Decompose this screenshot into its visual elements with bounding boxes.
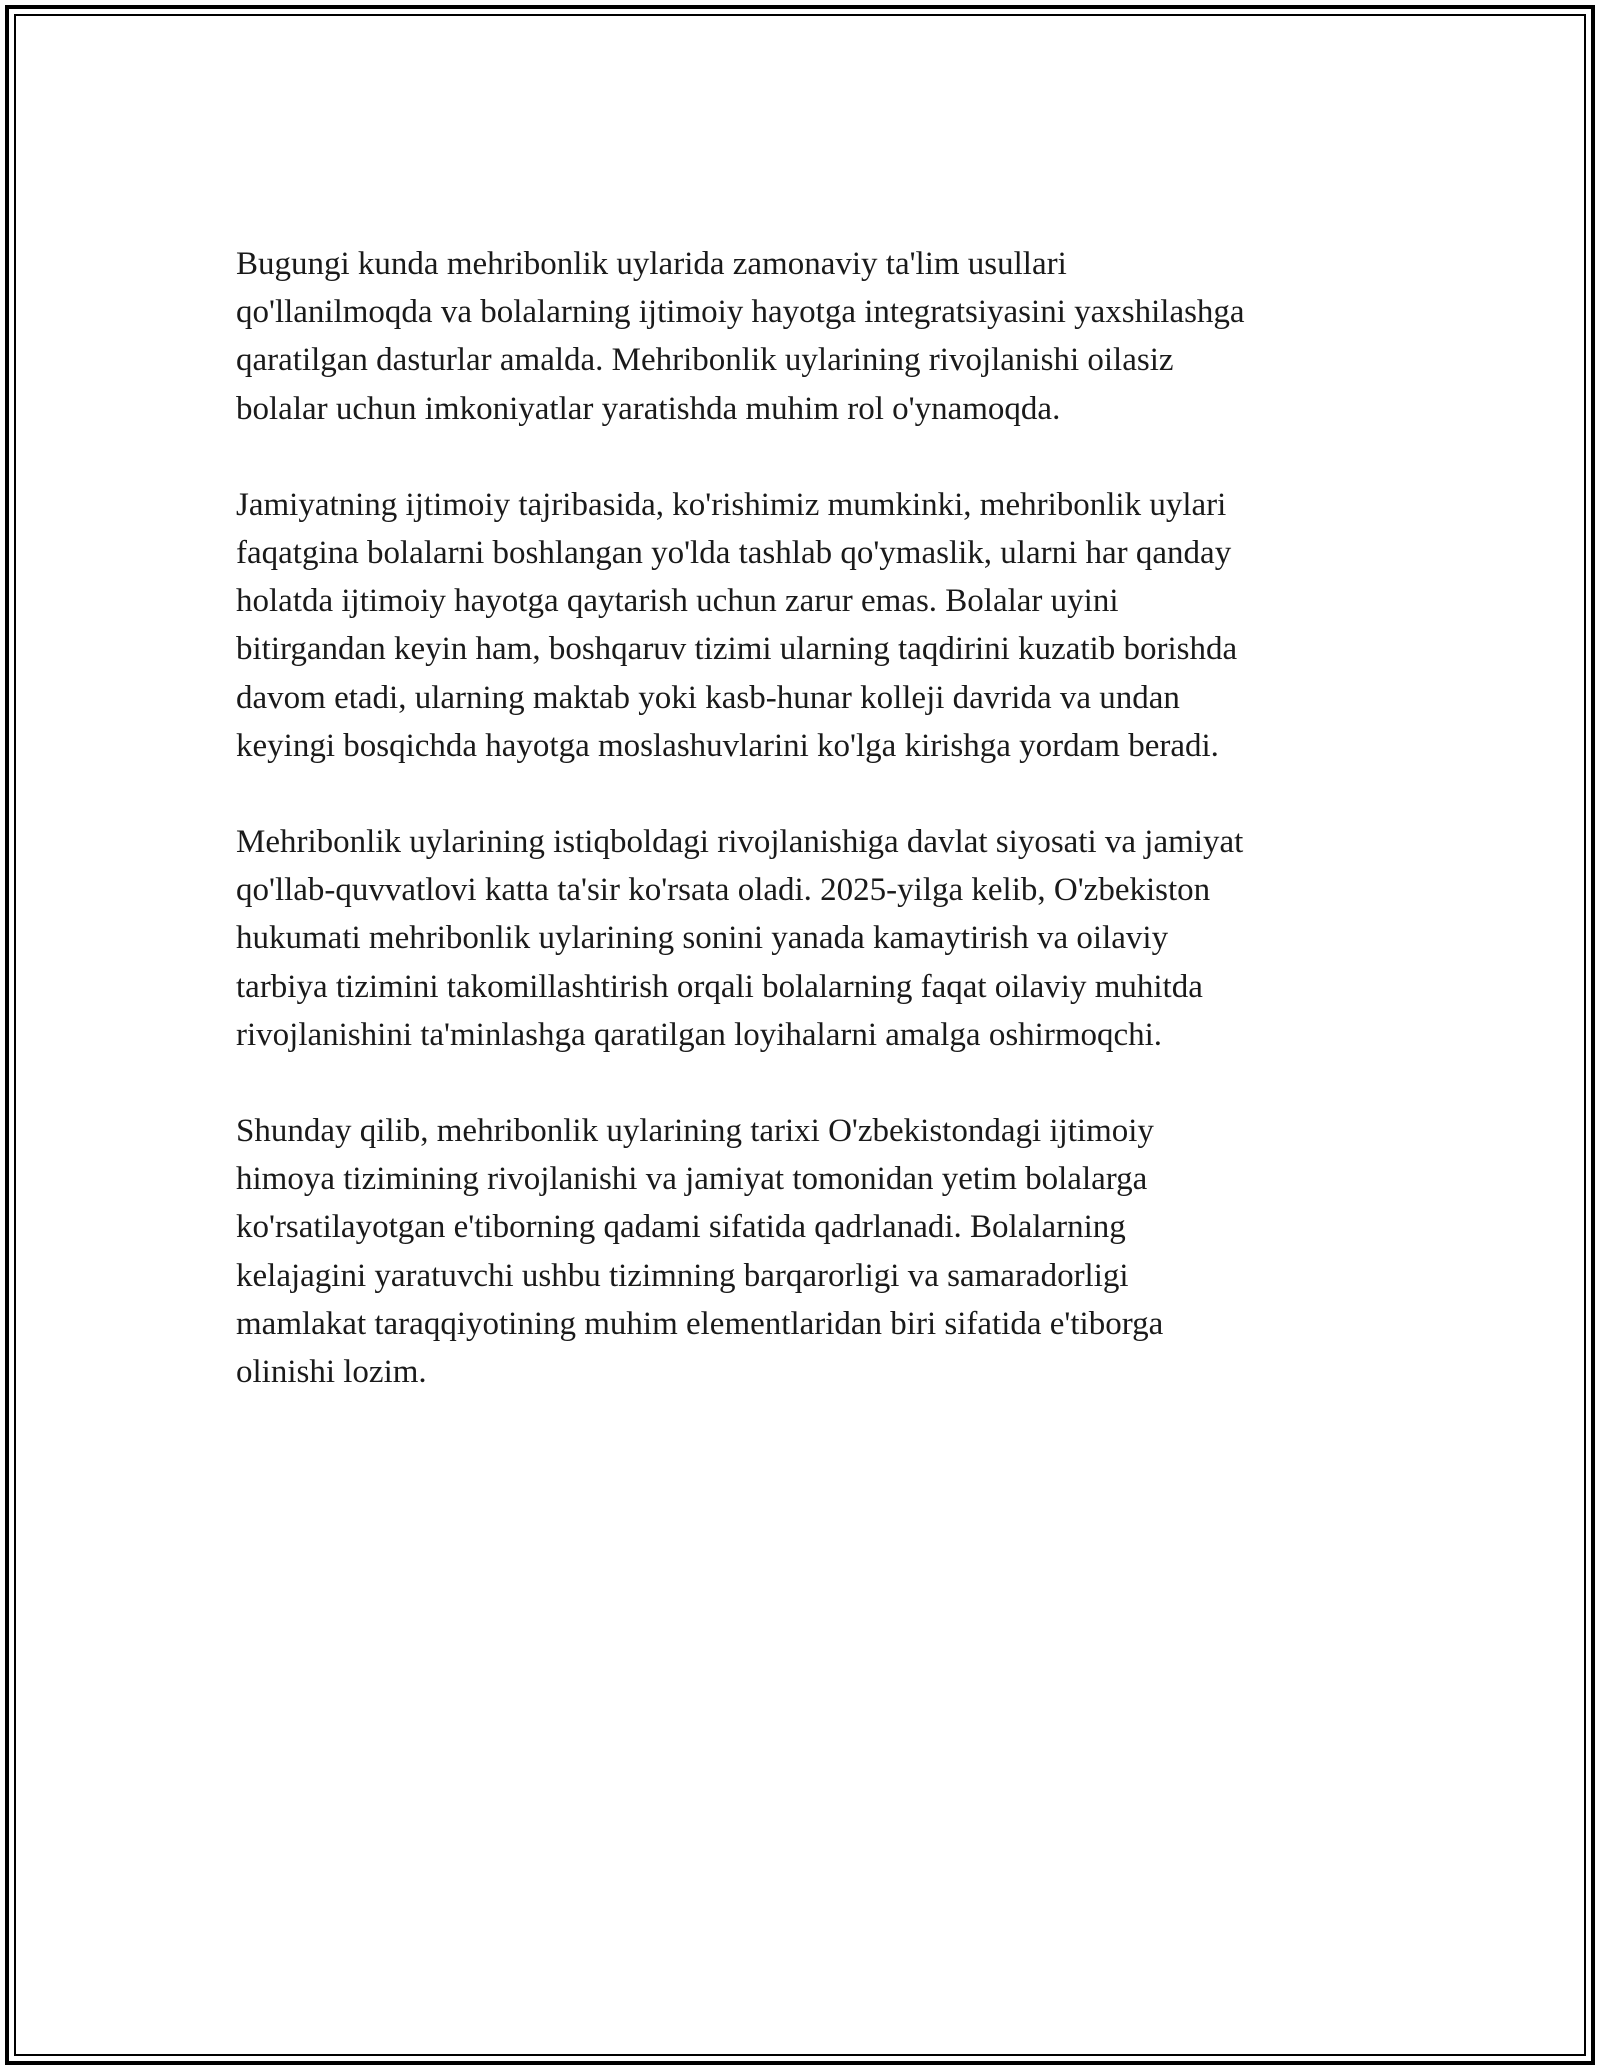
paragraph-2: Jamiyatning ijtimoiy tajribasida, ko'rishimiz mumkinki, mehribonlik uylari faqatgina bolalarni boshlangan yo'lda tashlab qo'ymaslik, ularni har qanday holatda ijtimoiy hayotga qaytarish uchun zarur emas. Bolalar uyini bitirgandan keyin ham, boshqaruv tizimi ularning taqdirini kuzatib borishda davom etadi, ularning maktab yoki kasb-hunar kolleji davrida va undan keyingi bosqichda hayotga moslashuvlarini ko'lga kirishga yordam beradi. (236, 486, 1238, 764)
document-body (236, 240, 1386, 1444)
paragraph-3: Mehribonlik uylarining istiqboldagi rivojlanishiga davlat siyosati va jamiyat qo'llab-quvvatlovi katta ta'sir ko'rsata oladi. 2025-yilga kelib, O'zbekiston hukumati mehribonlik uylarining sonini yanada kamaytirish va oilaviy tarbiya tizimini takomillashtirish orqali bolalarning faqat oilaviy muhitda rivojlanishini ta'minlashga qaratilgan loyihalarni amalga oshirmoqchi. (236, 824, 1244, 1053)
paragraph-1: Bugungi kunda mehribonlik uylarida zamonaviy ta'lim usullari qo'llanilmoqda va bolalarning ijtimoiy hayotga integratsiyasini yaxshilashga qaratilgan dasturlar amalda. Mehribonlik uylarining rivojlanishi oilasiz bolalar uchun imkoniyatlar yaratishda muhim rol o'ynamoqda. (236, 246, 1245, 427)
paragraph-4: Shunday qilib, mehribonlik uylarining tarixi O'zbekistondagi ijtimoiy himoya tizimining rivojlanishi va jamiyat tomonidan yetim bolalarga ko'rsatilayotgan e'tiborning qadami sifatida qadrlanadi. Bolalarning kelajagini yaratuvchi ushbu tizimning barqarorligi va samaradorligi mamlakat taraqqiyotining muhim elementlaridan biri sifatida e'tiborga olinishi lozim. (236, 1113, 1164, 1391)
